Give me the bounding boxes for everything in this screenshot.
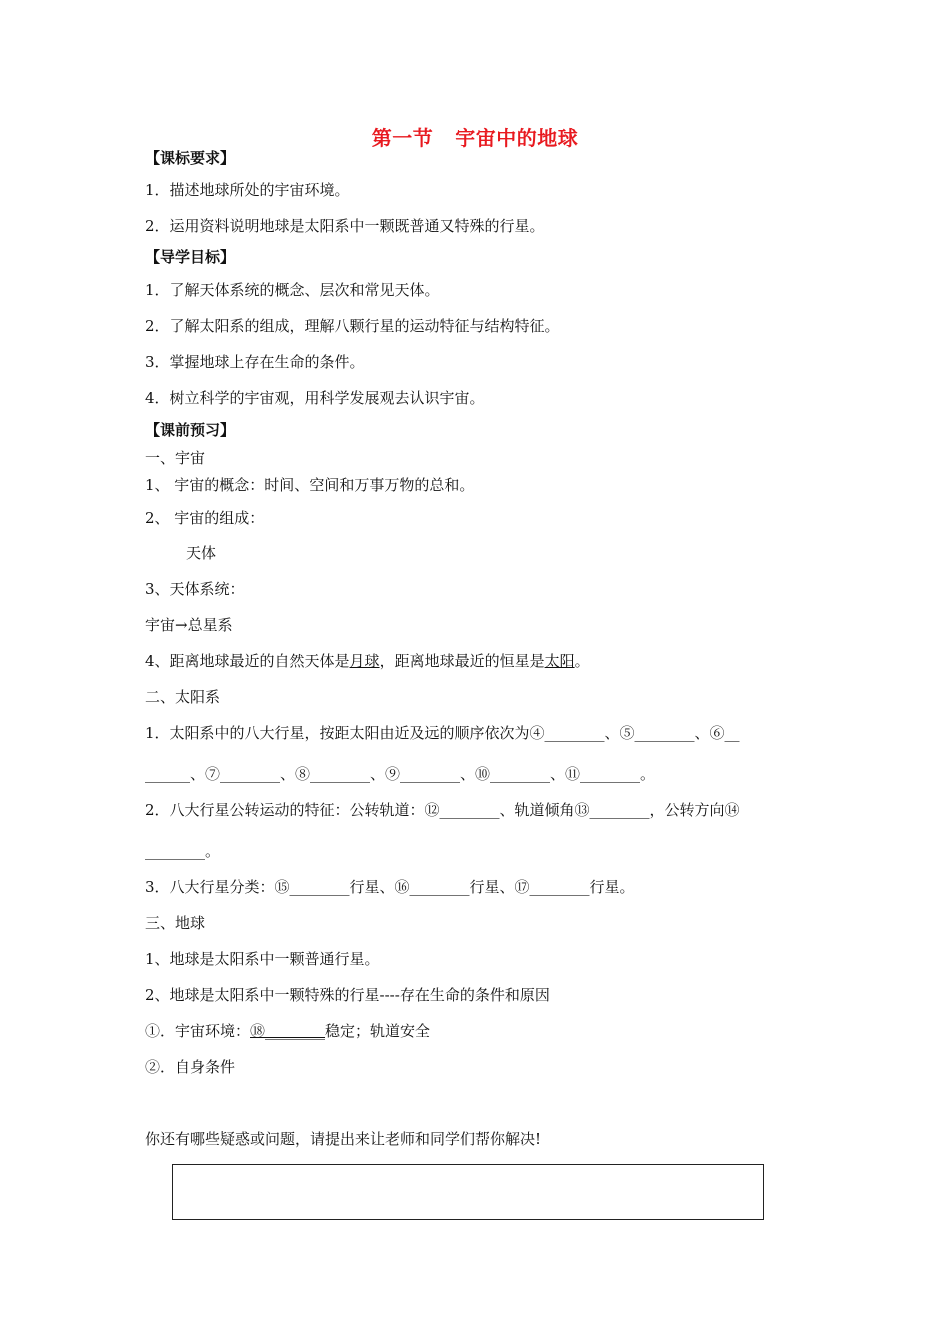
daoxue-heading: 【导学目标】: [145, 248, 236, 266]
part3-heading: 三、地球: [145, 914, 206, 932]
part2-item-2-line-2: ________。: [145, 842, 221, 860]
answer-moon: 月球: [349, 652, 380, 670]
part1-heading: 一、宇宙: [145, 449, 206, 467]
title-section-number: 第一节: [371, 126, 434, 150]
daoxue-item-4: 4．树立科学的宇宙观，用科学发展观去认识宇宙。: [145, 389, 485, 407]
question-prompt: 你还有哪些疑惑或问题，请提出来让老师和同学们帮你解决!: [145, 1130, 542, 1148]
part3-item-2a: [145, 1021, 430, 1041]
part3-item-2b: ②．自身条件: [145, 1058, 236, 1076]
part3-item-2a-text: 稳定；轨道安全: [325, 1022, 431, 1040]
part1-item-2: 2、 宇宙的组成：: [145, 509, 265, 527]
part1-item-4-text-b: ，距离地球最近的恒星是: [379, 652, 545, 670]
page-title: [0, 122, 950, 151]
title-text: 宇宙中的地球: [455, 126, 579, 150]
part3-item-1: 1、地球是太阳系中一颗普通行星。: [145, 950, 380, 968]
part1-item-4: [145, 651, 590, 671]
part1-item-1: 1、 宇宙的概念：时间、空间和万事万物的总和。: [145, 476, 475, 494]
answer-box[interactable]: [172, 1164, 764, 1220]
daoxue-item-3: 3．掌握地球上存在生命的条件。: [145, 353, 365, 371]
part3-item-2a-label: ①．宇宙环境：: [145, 1022, 251, 1040]
kebiao-heading: 【课标要求】: [145, 149, 236, 167]
answer-sun: 太阳: [544, 652, 575, 670]
kebiao-item-1: 1．描述地球所处的宇宙环境。: [145, 181, 350, 199]
part2-item-1-line-2: ______、⑦________、⑧________、⑨________、⑩________、⑪________。: [145, 765, 656, 783]
part1-item-4-text-c: 。: [574, 652, 590, 670]
daoxue-item-1: 1．了解天体系统的概念、层次和常见天体。: [145, 281, 440, 299]
part1-item-2-celestial: 天体: [186, 544, 217, 562]
kebiao-item-2: 2．运用资料说明地球是太阳系中一颗既普通又特殊的行星。: [145, 217, 545, 235]
part1-item-3-hierarchy: 宇宙→总星系: [145, 616, 233, 634]
part2-item-3: 3．八大行星分类：⑮________行星、⑯________行星、⑰________行星。: [145, 878, 635, 896]
blank-18: ⑱________: [250, 1022, 326, 1040]
part1-item-4-text-a: 4、距离地球最近的自然天体是: [145, 652, 350, 670]
yuxi-heading: 【课前预习】: [145, 421, 236, 439]
part2-heading: 二、太阳系: [145, 688, 221, 706]
part3-item-2: 2、地球是太阳系中一颗特殊的行星----存在生命的条件和原因: [145, 986, 550, 1004]
part2-item-1-line-1: 1．太阳系中的八大行星，按距太阳由近及远的顺序依次为④________、⑤________、⑥__: [145, 724, 740, 742]
part1-item-3: 3、天体系统：: [145, 580, 245, 598]
part2-item-2-line-1: 2．八大行星公转运动的特征：公转轨道：⑫________、轨道倾角⑬________，公转方向⑭: [145, 801, 740, 819]
daoxue-item-2: 2．了解太阳系的组成，理解八颗行星的运动特征与结构特征。: [145, 317, 560, 335]
